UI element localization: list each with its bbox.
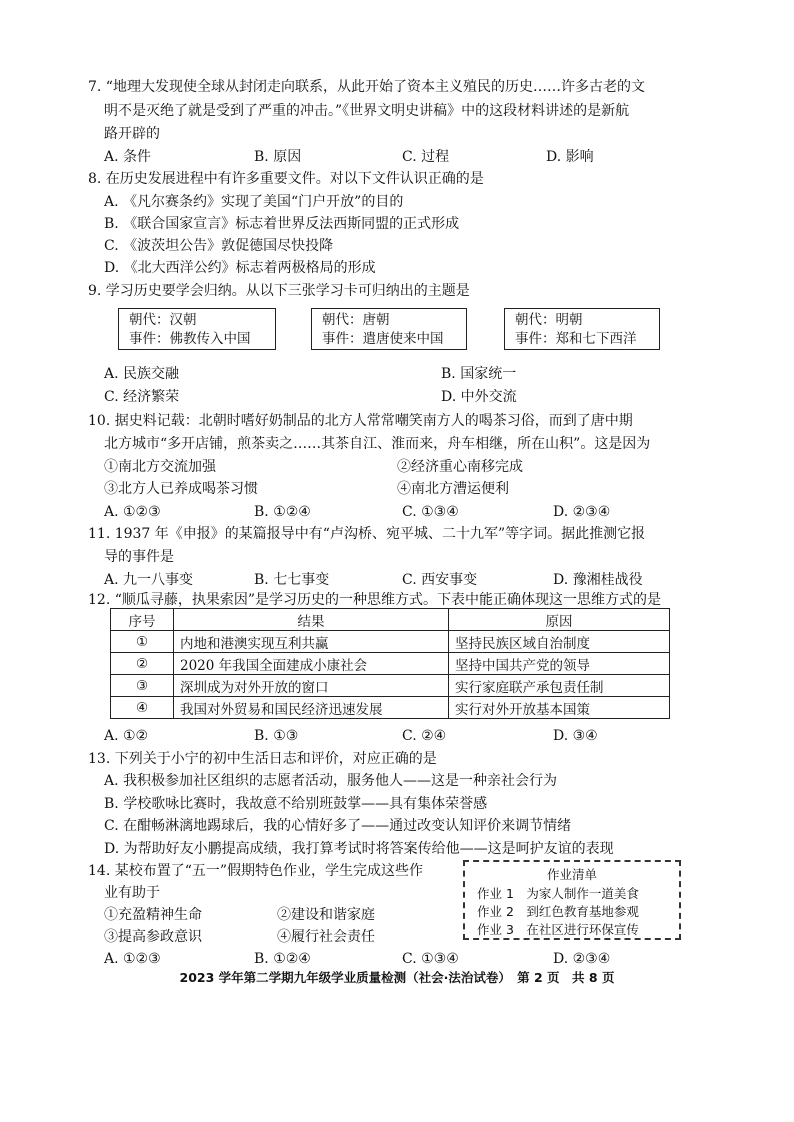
q8-option-d: D. 《北大西洋公约》标志着两极格局的形成 [104, 260, 376, 276]
q14-option-c: C. ①③④ [402, 951, 459, 967]
q10-item-3: ③北方人已养成喝茶习惯 [104, 481, 258, 497]
card-event: 事件：遣唐使来中国 [322, 331, 444, 347]
q13-option-d: D. 为帮助好友小鹏提高成绩，我打算考试时将答案传给他——这是呵护友谊的表现 [104, 841, 614, 857]
q11-option-c: C. 西安事变 [402, 572, 478, 588]
q12-option-d: D. ③④ [553, 728, 598, 744]
row-result: 内地和港澳实现互利共赢 [174, 631, 449, 653]
q14-stem-line-1: 14. 某校布置了“五一”假期特色作业，学生完成这些作 [88, 863, 424, 879]
row-index: ① [111, 631, 174, 653]
q12-cause-effect-table [110, 608, 670, 719]
q10-stem-line-1: 10. 据史料记载：北朝时嗜好奶制品的北方人常常嘲笑南方人的喝茶习俗，而到了唐中期 [88, 413, 633, 429]
q9-option-b: B. 国家统一 [441, 366, 517, 382]
q14-option-a: A. ①②③ [104, 951, 161, 967]
q7-stem-line-3: 路开辟的 [104, 126, 160, 142]
q7-option-d: D. 影响 [546, 149, 594, 165]
q11-option-a: A. 九一八事变 [104, 572, 194, 588]
header-index: 序号 [111, 609, 174, 631]
q14-stem-line-2: 业有助于 [104, 885, 160, 901]
q8-option-b: B. 《联合国家宣言》标志着世界反法西斯同盟的正式形成 [104, 216, 460, 232]
header-cause: 原因 [449, 609, 670, 631]
q11-option-d: D. 豫湘桂战役 [553, 572, 643, 588]
study-card-ming [504, 308, 660, 350]
row-cause: 实行家庭联产承包责任制 [449, 675, 670, 697]
q10-item-2: ②经济重心南移完成 [397, 459, 523, 475]
q10-option-a: A. ①②③ [104, 504, 161, 520]
q13-stem: 13. 下列关于小宁的初中生活日志和评价，对应正确的是 [88, 751, 437, 767]
table-row [111, 675, 670, 697]
table-row [111, 653, 670, 675]
q10-option-b: B. ①②④ [254, 504, 311, 520]
q9-option-c: C. 经济繁荣 [104, 389, 180, 405]
row-result: 深圳成为对外开放的窗口 [174, 675, 449, 697]
homework-item-2: 作业 2 到红色教育基地参观 [477, 904, 639, 919]
q14-item-4: ④履行社会责任 [277, 929, 375, 945]
card-dynasty: 朝代：汉朝 [129, 312, 197, 328]
homework-item-1: 作业 1 为家人制作一道美食 [477, 886, 639, 901]
q10-option-d: D. ②③④ [553, 504, 611, 520]
q14-item-3: ③提高参政意识 [104, 929, 202, 945]
q9-stem: 9. 学习历史要学会归纳。从以下三张学习卡可归纳出的主题是 [88, 283, 470, 299]
page-footer: 2023 学年第二学期九年级学业质量检测（社会·法治试卷） 第 2 页 共 8 页 [179, 970, 615, 985]
q13-option-a: A. 我积极参加社区组织的志愿者活动，服务他人——这是一种亲社会行为 [104, 773, 558, 789]
q10-stem-line-2: 北方城市“多开店铺，煎茶卖之……其茶自江、淮而来，舟车相继，所在山积”。这是因为 [104, 436, 651, 452]
q14-item-1: ①充盈精神生命 [104, 907, 202, 923]
card-event: 事件：郑和七下西洋 [515, 331, 637, 347]
table-row [111, 631, 670, 653]
card-event: 事件：佛教传入中国 [129, 331, 251, 347]
q7-option-a: A. 条件 [104, 149, 152, 165]
q11-stem-line-2: 导的事件是 [104, 549, 174, 565]
row-index: ④ [111, 697, 174, 719]
q14-item-2: ②建设和谐家庭 [277, 907, 375, 923]
card-dynasty: 朝代：明朝 [515, 312, 583, 328]
q13-option-c: C. 在酣畅淋漓地踢球后，我的心情好多了——通过改变认知评价来调节情绪 [104, 818, 572, 834]
q8-option-c: C. 《波茨坦公告》敦促德国尽快投降 [104, 238, 334, 254]
q7-option-b: B. 原因 [254, 149, 302, 165]
q12-stem: 12. “顺瓜寻藤，执果索因”是学习历史的一种思维方式。下表中能正确体现这一思维方式的是 [88, 592, 662, 608]
row-cause: 坚持民族区域自治制度 [449, 631, 670, 653]
q12-option-c: C. ②④ [402, 728, 447, 744]
homework-list-title: 作业清单 [546, 867, 597, 882]
row-result: 2020 年我国全面建成小康社会 [174, 653, 449, 675]
table-header-row [111, 609, 670, 631]
q13-option-b: B. 学校歌咏比赛时，我故意不给别班鼓掌——具有集体荣誉感 [104, 796, 488, 812]
row-index: ② [111, 653, 174, 675]
q11-option-b: B. 七七事变 [254, 572, 330, 588]
q12-option-b: B. ①③ [254, 728, 299, 744]
q7-stem-line-2: 明不是灭绝了就是受到了严重的冲击。”《世界文明史讲稿》中的这段材料讲述的是新航 [104, 103, 630, 119]
card-dynasty: 朝代：唐朝 [322, 312, 390, 328]
homework-item-3: 作业 3 在社区进行环保宣传 [477, 922, 639, 937]
table-row [111, 697, 670, 719]
q14-option-b: B. ①②④ [254, 951, 311, 967]
q14-option-d: D. ②③④ [553, 951, 611, 967]
header-result: 结果 [174, 609, 449, 631]
row-result: 我国对外贸易和国民经济迅速发展 [174, 697, 449, 719]
q9-option-a: A. 民族交融 [104, 366, 180, 382]
study-card-tang [311, 308, 467, 350]
q7-stem-line-1: 7. “地理大发现使全球从封闭走向联系，从此开始了资本主义殖民的历史……许多古老的文 [88, 79, 645, 95]
q9-option-d: D. 中外交流 [441, 389, 517, 405]
q11-stem-line-1: 11. 1937 年《申报》的某篇报导中有“卢沟桥、宛平城、二十九军”等字词。据此推测它报 [88, 526, 646, 542]
q10-item-1: ①南北方交流加强 [104, 459, 216, 475]
q8-option-a: A. 《凡尔赛条约》实现了美国“门户开放”的目的 [104, 194, 404, 210]
q12-option-a: A. ①② [104, 728, 149, 744]
row-index: ③ [111, 675, 174, 697]
q7-option-c: C. 过程 [402, 149, 450, 165]
q8-stem: 8. 在历史发展进程中有许多重要文件。对以下文件认识正确的是 [88, 171, 484, 187]
row-cause: 实行对外开放基本国策 [449, 697, 670, 719]
row-cause: 坚持中国共产党的领导 [449, 653, 670, 675]
homework-list-box [463, 860, 681, 940]
q10-option-c: C. ①③④ [402, 504, 459, 520]
q10-item-4: ④南北方漕运便利 [397, 481, 509, 497]
study-card-han [118, 308, 276, 350]
